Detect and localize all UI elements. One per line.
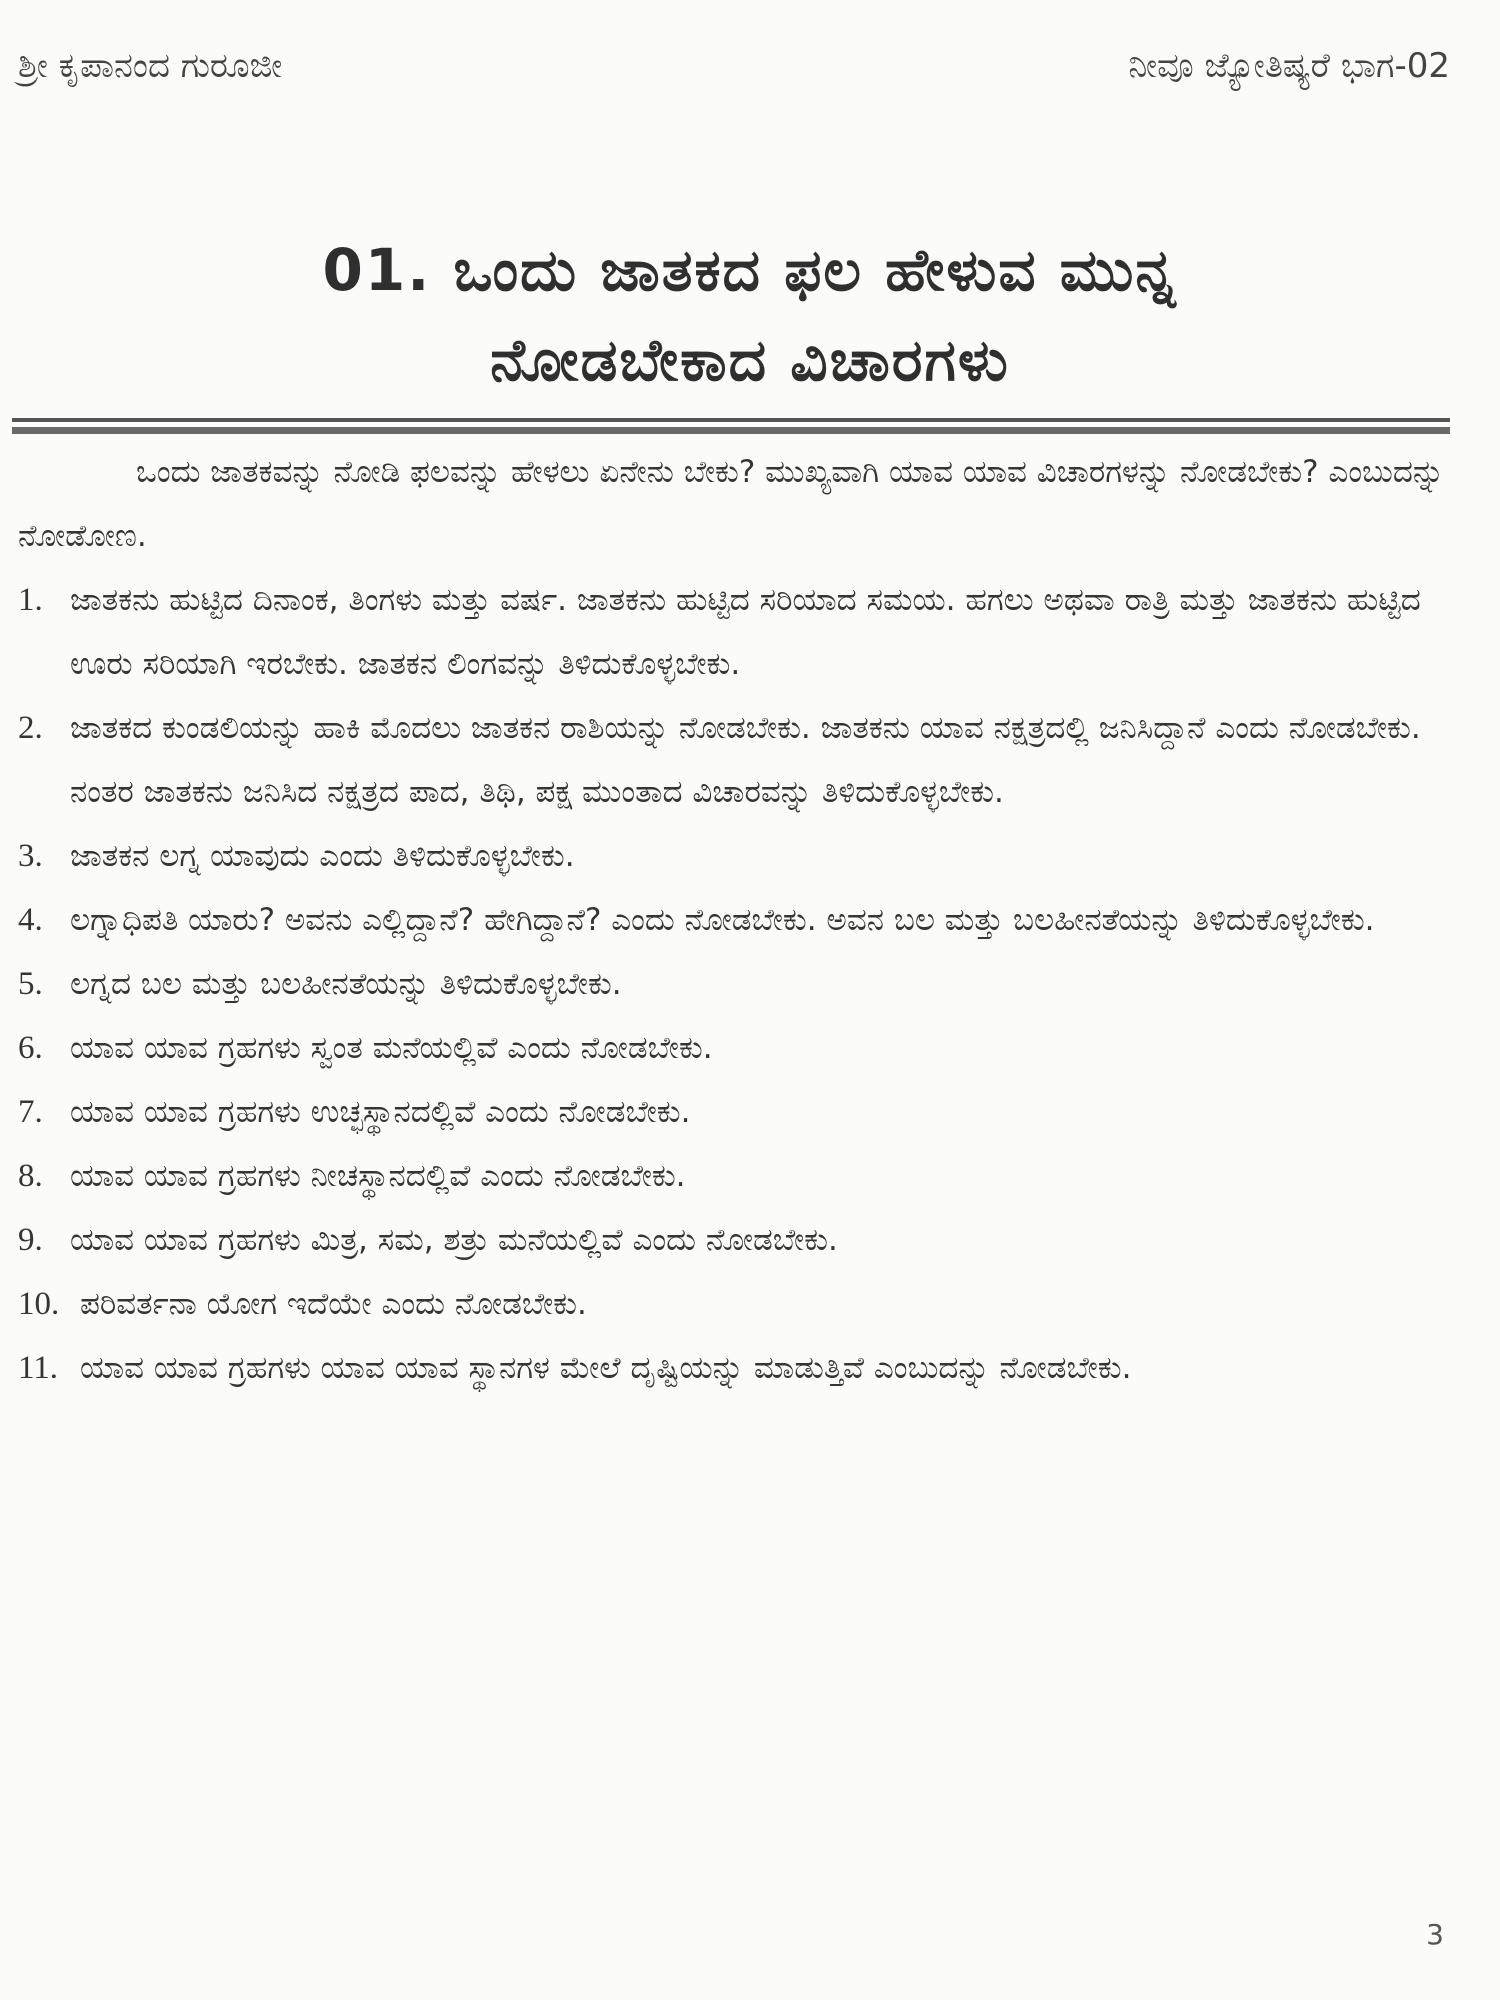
list-item-number: 1. <box>18 582 43 618</box>
header-book-title: ನೀವೂ ಜ್ಯೋತಿಷ್ಯರೆ ಭಾಗ-02 <box>1128 46 1450 86</box>
list-item-text: ಜಾತಕನ ಲಗ್ನ ಯಾವುದು ಎಂದು ತಿಳಿದುಕೊಳ್ಳಬೇಕು. <box>70 838 575 874</box>
list-item-text: ಲಗ್ನದ ಬಲ ಮತ್ತು ಬಲಹೀನತೆಯನ್ನು ತಿಳಿದುಕೊಳ್ಳಬೇಕು. <box>70 966 622 1002</box>
list-item-text: ಯಾವ ಯಾವ ಗ್ರಹಗಳು ನೀಚಸ್ಥಾನದಲ್ಲಿವೆ ಎಂದು ನೋಡಬೇಕು. <box>70 1158 686 1194</box>
list-item-number: 3. <box>18 838 43 874</box>
body-text <box>18 440 1448 1400</box>
list-item <box>18 824 1448 888</box>
list-item-number: 4. <box>18 902 43 938</box>
list-item-text: ಯಾವ ಯಾವ ಗ್ರಹಗಳು ಸ್ವಂತ ಮನೆಯಲ್ಲಿವೆ ಎಂದು ನೋಡಬೇಕು. <box>70 1030 713 1066</box>
list-item <box>18 1272 1448 1336</box>
list-item-number: 10. <box>18 1286 60 1322</box>
chapter-title <box>60 225 1440 405</box>
list-item <box>18 1208 1448 1272</box>
list-item-text: ಜಾತಕನು ಹುಟ್ಟಿದ ದಿನಾಂಕ, ತಿಂಗಳು ಮತ್ತು ವರ್ಷ. ಜಾತಕನು ಹುಟ್ಟಿದ ಸರಿಯಾದ ಸಮಯ. ಹಗಲು ಅಥವಾ ರಾತ್ರಿ ಮತ್ತು ಜಾತಕನು ಹುಟ್ಟಿದ ಊರು ಸರಿಯಾಗಿ ಇರಬೇಕು. ಜಾತಕನ ಲಿಂಗವನ್ನು ತಿಳಿದುಕೊಳ್ಳಬೇಕು. <box>70 582 1421 682</box>
title-divider-thin <box>12 418 1450 422</box>
list-item <box>18 1016 1448 1080</box>
list-item-number: 11. <box>18 1350 59 1386</box>
list-item-number: 6. <box>18 1030 43 1066</box>
list-item-text: ಜಾತಕದ ಕುಂಡಲಿಯನ್ನು ಹಾಕಿ ಮೊದಲು ಜಾತಕನ ರಾಶಿಯನ್ನು ನೋಡಬೇಕು. ಜಾತಕನು ಯಾವ ನಕ್ಷತ್ರದಲ್ಲಿ ಜನಿಸಿದ್ದಾನೆ ಎಂದು ನೋಡಬೇಕು. ನಂತರ ಜಾತಕನು ಜನಿಸಿದ ನಕ್ಷತ್ರದ ಪಾದ, ತಿಥಿ, ಪಕ್ಷ ಮುಂತಾದ ವಿಚಾರವನ್ನು ತಿಳಿದುಕೊಳ್ಳಬೇಕು. <box>70 710 1421 810</box>
list-item <box>18 696 1448 824</box>
list-item-number: 8. <box>18 1158 43 1194</box>
list-item <box>18 1336 1448 1400</box>
list-item-number: 7. <box>18 1094 43 1130</box>
intro-paragraph: ಒಂದು ಜಾತಕವನ್ನು ನೋಡಿ ಫಲವನ್ನು ಹೇಳಲು ಏನೇನು ಬೇಕು? ಮುಖ್ಯವಾಗಿ ಯಾವ ಯಾವ ವಿಚಾರಗಳನ್ನು ನೋಡಬೇಕು? ಎಂಬುದನ್ನು ನೋಡೋಣ. <box>18 454 1445 554</box>
list-item <box>18 1144 1448 1208</box>
chapter-title-line-2: ನೋಡಬೇಕಾದ ವಿಚಾರಗಳು <box>490 326 1010 394</box>
list-item-text: ಪರಿವರ್ತನಾ ಯೋಗ ಇದೆಯೇ ಎಂದು ನೋಡಬೇಕು. <box>80 1286 587 1322</box>
list-item <box>18 888 1448 952</box>
list-item-text: ಲಗ್ನಾಧಿಪತಿ ಯಾರು? ಅವನು ಎಲ್ಲಿದ್ದಾನೆ? ಹೇಗಿದ್ದಾನೆ? ಎಂದು ನೋಡಬೇಕು. ಅವನ ಬಲ ಮತ್ತು ಬಲಹೀನತೆಯನ್ನು ತಿಳಿದುಕೊಳ್ಳಬೇಕು. <box>70 902 1375 938</box>
list-item <box>18 952 1448 1016</box>
header-author: ಶ್ರೀ ಕೃಪಾನಂದ ಗುರೂಜೀ <box>18 46 283 86</box>
chapter-title-line-1: 01. ಒಂದು ಜಾತಕದ ಫಲ ಹೇಳುವ ಮುನ್ನ <box>322 236 1178 304</box>
list-item <box>18 568 1448 696</box>
list-item-number: 5. <box>18 966 43 1002</box>
list-item-text: ಯಾವ ಯಾವ ಗ್ರಹಗಳು ಉಚ್ಛಸ್ಥಾನದಲ್ಲಿವೆ ಎಂದು ನೋಡಬೇಕು. <box>70 1094 691 1130</box>
checklist <box>18 568 1448 1400</box>
list-item-text: ಯಾವ ಯಾವ ಗ್ರಹಗಳು ಯಾವ ಯಾವ ಸ್ಥಾನಗಳ ಮೇಲೆ ದೃಷ್ಟಿಯನ್ನು ಮಾಡುತ್ತಿವೆ ಎಂಬುದನ್ನು ನೋಡಬೇಕು. <box>80 1350 1132 1386</box>
title-divider-thick <box>12 427 1450 434</box>
list-item-number: 2. <box>18 710 43 746</box>
list-item-number: 9. <box>18 1222 43 1258</box>
running-header <box>18 46 1450 96</box>
page-number: 3 <box>1426 1918 1444 1951</box>
list-item <box>18 1080 1448 1144</box>
list-item-text: ಯಾವ ಯಾವ ಗ್ರಹಗಳು ಮಿತ್ರ, ಸಮ, ಶತ್ರು ಮನೆಯಲ್ಲಿವೆ ಎಂದು ನೋಡಬೇಕು. <box>70 1222 838 1258</box>
